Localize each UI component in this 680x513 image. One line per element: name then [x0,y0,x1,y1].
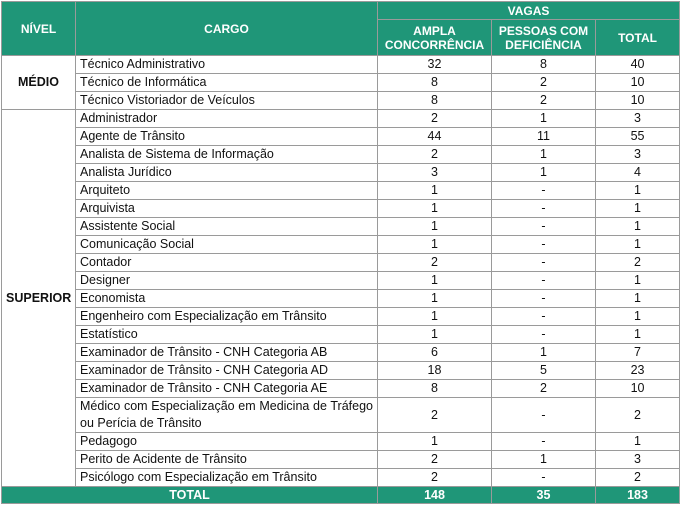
table-row [2,74,680,92]
pcd-cell: - [492,308,596,326]
pcd-cell: - [492,218,596,236]
cargo-cell: Examinador de Trânsito - CNH Categoria AE [76,380,378,398]
pcd-cell: - [492,200,596,218]
table-row [2,218,680,236]
header-total: TOTAL [596,20,680,56]
cargo-cell: Médico com Especialização em Medicina de Tráfego ou Perícia de Trânsito [76,398,378,433]
cargo-cell: Técnico Vistoriador de Veículos [76,92,378,110]
header-pessoas-com-deficiencia: PESSOAS COM DEFICIÊNCIA [492,20,596,56]
cargo-cell: Agente de Trânsito [76,128,378,146]
pcd-cell: 2 [492,92,596,110]
ampla-cell: 8 [378,380,492,398]
total-cell: 55 [596,128,680,146]
total-cell: 1 [596,433,680,451]
pcd-cell: - [492,326,596,344]
table-row [2,469,680,487]
total-cell: 1 [596,308,680,326]
table-row [2,308,680,326]
cargo-cell: Técnico Administrativo [76,56,378,74]
ampla-cell: 6 [378,344,492,362]
table-row [2,200,680,218]
cargo-cell: Técnico de Informática [76,74,378,92]
total-cell: 2 [596,398,680,433]
header-cargo: CARGO [76,2,378,56]
total-cell: 1 [596,218,680,236]
ampla-cell: 1 [378,218,492,236]
total-cell: 4 [596,164,680,182]
ampla-cell: 2 [378,398,492,433]
total-cell: 1 [596,272,680,290]
table-row [2,92,680,110]
ampla-cell: 3 [378,164,492,182]
ampla-cell: 1 [378,200,492,218]
pcd-cell: 1 [492,146,596,164]
table-row [2,254,680,272]
vagas-table [1,1,680,504]
pcd-cell: 1 [492,451,596,469]
total-cell: 10 [596,92,680,110]
table-row [2,272,680,290]
ampla-cell: 1 [378,236,492,254]
ampla-cell: 2 [378,254,492,272]
table-row [2,146,680,164]
total-cell: 2 [596,469,680,487]
pcd-cell: 2 [492,74,596,92]
ampla-cell: 2 [378,110,492,128]
table-row [2,433,680,451]
pcd-cell: - [492,272,596,290]
total-cell: 10 [596,74,680,92]
total-cell: 7 [596,344,680,362]
pcd-cell: 5 [492,362,596,380]
pcd-cell: 2 [492,380,596,398]
cargo-cell: Psicólogo com Especialização em Trânsito [76,469,378,487]
pcd-cell: - [492,290,596,308]
pcd-cell: 11 [492,128,596,146]
table-row [2,110,680,128]
ampla-cell: 1 [378,433,492,451]
ampla-cell: 1 [378,308,492,326]
cargo-cell: Examinador de Trânsito - CNH Categoria AD [76,362,378,380]
ampla-cell: 18 [378,362,492,380]
table-row [2,128,680,146]
cargo-cell: Administrador [76,110,378,128]
total-cell: 23 [596,362,680,380]
total-cell: 3 [596,110,680,128]
table-row [2,362,680,380]
pcd-cell: - [492,236,596,254]
total-cell: 2 [596,254,680,272]
table-row [2,236,680,254]
total-total: 183 [596,487,680,504]
total-row [2,487,680,504]
table-row [2,182,680,200]
cargo-cell: Comunicação Social [76,236,378,254]
cargo-cell: Pedagogo [76,433,378,451]
ampla-cell: 8 [378,92,492,110]
total-ampla: 148 [378,487,492,504]
total-cell: 3 [596,146,680,164]
ampla-cell: 2 [378,146,492,164]
ampla-cell: 1 [378,272,492,290]
total-pcd: 35 [492,487,596,504]
cargo-cell: Economista [76,290,378,308]
table-row [2,451,680,469]
ampla-cell: 44 [378,128,492,146]
cargo-cell: Designer [76,272,378,290]
pcd-cell: - [492,469,596,487]
table-row [2,380,680,398]
header-vagas: VAGAS [378,2,680,20]
ampla-cell: 32 [378,56,492,74]
cargo-cell: Analista Jurídico [76,164,378,182]
table-row [2,290,680,308]
total-cell: 10 [596,380,680,398]
total-cell: 1 [596,326,680,344]
cargo-cell: Assistente Social [76,218,378,236]
ampla-cell: 8 [378,74,492,92]
cargo-cell: Analista de Sistema de Informação [76,146,378,164]
table-row [2,344,680,362]
ampla-cell: 2 [378,451,492,469]
cargo-cell: Engenheiro com Especialização em Trânsito [76,308,378,326]
table-row [2,164,680,182]
pcd-cell: - [492,182,596,200]
cargo-cell: Arquiteto [76,182,378,200]
pcd-cell: - [492,433,596,451]
ampla-cell: 1 [378,290,492,308]
total-label: TOTAL [2,487,378,504]
table-body [2,56,680,487]
cargo-cell: Contador [76,254,378,272]
ampla-cell: 2 [378,469,492,487]
table-row [2,56,680,74]
header-ampla-concorrencia: AMPLA CONCORRÊNCIA [378,20,492,56]
pcd-cell: 1 [492,344,596,362]
total-cell: 1 [596,182,680,200]
pcd-cell: 1 [492,110,596,128]
total-cell: 1 [596,236,680,254]
total-cell: 3 [596,451,680,469]
total-cell: 1 [596,200,680,218]
table-row [2,326,680,344]
ampla-cell: 1 [378,182,492,200]
cargo-cell: Examinador de Trânsito - CNH Categoria AB [76,344,378,362]
pcd-cell: 1 [492,164,596,182]
nivel-cell: SUPERIOR [2,110,76,487]
pcd-cell: - [492,254,596,272]
cargo-cell: Perito de Acidente de Trânsito [76,451,378,469]
pcd-cell: - [492,398,596,433]
total-cell: 40 [596,56,680,74]
ampla-cell: 1 [378,326,492,344]
total-cell: 1 [596,290,680,308]
pcd-cell: 8 [492,56,596,74]
table-row [2,398,680,433]
cargo-cell: Estatístico [76,326,378,344]
cargo-cell: Arquivista [76,200,378,218]
nivel-cell: MÉDIO [2,56,76,110]
header-nivel: NÍVEL [2,2,76,56]
